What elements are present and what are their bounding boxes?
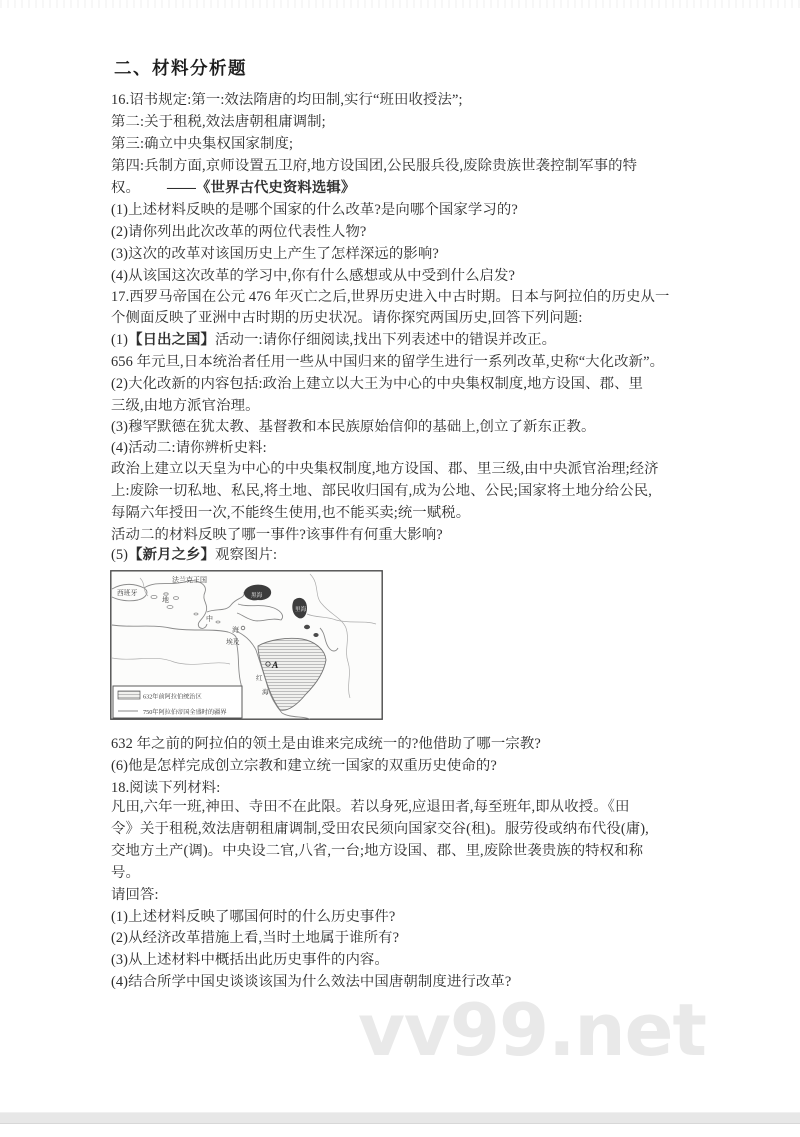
label-mediterranean-2: 中 — [206, 615, 213, 623]
q18-sub-4: (4)结合所学中国史谈谈该国为什么效法中国唐朝制度进行改革? — [111, 974, 512, 990]
q18-material-line4: 号。 — [111, 865, 140, 881]
arab-empire-map-figure — [110, 570, 383, 720]
scan-edge-texture — [0, 0, 800, 8]
label-mediterranean-3: 海 — [232, 626, 239, 634]
q18-sub-1: (1)上述材料反映了哪国何时的什么历史事件? — [111, 909, 396, 925]
q17-sub-6: (6)他是怎样完成创立宗教和建立统一国家的双重历史使命的? — [111, 758, 497, 774]
q17-a1-num: (1) — [111, 332, 129, 348]
page-break-bar — [0, 1112, 800, 1124]
arab-empire-map — [110, 570, 383, 720]
q17-a1-tag: 【日出之国】 — [128, 332, 216, 348]
section-heading: 二、材料分析题 — [114, 58, 247, 78]
label-red-sea-1: 红 — [256, 675, 263, 682]
label-black-sea: 黑海 — [251, 593, 263, 599]
label-frank-kingdom: 法兰克王国 — [172, 576, 207, 584]
q18-title: 18.阅读下列材料: — [111, 780, 221, 796]
q16-sub-1: (1)上述材料反映的是哪个国家的什么改革?是向哪个国家学习的? — [111, 202, 518, 218]
q18-material-line3: 交地方土产(调)。中央设二官,八省,一台;地方设国、郡、里,废除世袭贵族的特权和称 — [111, 843, 644, 859]
q17-632-question: 632 年之前的阿拉伯的领土是由谁来完成统一的?他借助了哪一宗教? — [111, 736, 541, 752]
q18-material-line1: 凡田,六年一班,神田、寺田不在此限。若以身死,应退田者,每至班年,即从收授。《田 — [111, 799, 630, 815]
q16-source-line — [111, 178, 355, 198]
legend-entry-1: 632年前阿拉伯统治区 — [143, 693, 202, 701]
q17-material-question: 活动二的材料反映了哪一事件?该事件有何重大影响? — [111, 527, 443, 543]
q17-material-line1: 政治上建立以天皇为中心的中央集权制度,地方设国、郡、里三级,由中央派官治理;经济 — [111, 461, 659, 477]
q17-a5-num: (5) — [111, 547, 129, 563]
q17-content3-line: (3)穆罕默德在犹太教、基督教和本民族原始信仰的基础上,创立了新东正教。 — [111, 419, 596, 435]
q17-material-line3: 每隔六年授田一次,不能终生使用,也不能买卖;统一赋税。 — [111, 505, 471, 521]
q16-line-5-end: 权。 — [111, 180, 140, 196]
q17-a5-text: 观察图片: — [215, 547, 278, 563]
q17-content4-line: (4)活动二:请你辨析史料: — [111, 440, 267, 456]
q17-activity5-line — [111, 545, 277, 565]
q18-sub-2: (2)从经济改革措施上看,当时土地属于谁所有? — [111, 930, 400, 946]
label-caspian-sea: 里海 — [295, 607, 307, 613]
q16-line-1: 16.诏书规定:第一:效法隋唐的均田制,实行“班田收授法”; — [111, 92, 463, 108]
q17-intro-1: 17.西罗马帝国在公元 476 年灭亡之后,世界历史进入中古时期。日本与阿拉伯的历史从一 — [111, 289, 670, 305]
q16-sub-2: (2)请你列出此次改革的两位代表性人物? — [111, 224, 367, 240]
q17-material-line2: 上:废除一切私地、私民,将土地、部民收归国有,成为公地、公民;国家将土地分给公民, — [111, 483, 652, 499]
q16-sub-4: (4)从该国这次改革的学习中,你有什么感想或从中受到什么启发? — [111, 268, 516, 284]
q16-sub-3: (3)这次的改革对该国历史上产生了怎样深远的影响? — [111, 246, 439, 262]
q16-line-4: 第四:兵制方面,京师设置五卫府,地方设国团,公民服兵役,废除贵族世袭控制军事的特 — [111, 158, 638, 174]
watermark: vv99.net — [358, 988, 706, 1072]
q17-activity1-line — [111, 330, 556, 350]
q17-a1-text: 活动一:请你仔细阅读,找出下列表述中的错误并改正。 — [215, 332, 557, 348]
map-legend — [113, 686, 242, 718]
label-mediterranean-1: 地 — [162, 596, 169, 604]
q18-material-line2: 令》关于租税,效法唐朝租庸调制,受田农民须向国家交谷(租)。服劳役或纳布代役(庸), — [111, 821, 649, 837]
label-spain: 西班牙 — [117, 590, 138, 597]
q17-content2-line2: 三级,由地方派官治理。 — [111, 398, 260, 414]
legend-entry-2: 750年阿拉伯帝国全盛时的疆界 — [143, 708, 227, 716]
q16-line-2: 第二:关于租税,效法唐朝租庸调制; — [111, 114, 326, 130]
legend-hatch-swatch — [118, 691, 140, 699]
q16-source-citation: ——《世界古代史资料选辑》 — [166, 180, 356, 196]
label-point-a: A — [272, 661, 279, 671]
q18-sub-3: (3)从上述材料中概括出此历史事件的内容。 — [111, 952, 389, 968]
q17-content2-line1: (2)大化改新的内容包括:政治上建立以大王为中心的中央集权制度,地方设国、郡、里 — [111, 376, 644, 392]
q16-line-3: 第三:确立中央集权国家制度; — [111, 136, 294, 152]
q17-a5-tag: 【新月之乡】 — [128, 547, 216, 563]
q17-656-line: 656 年元旦,日本统治者任用一些从中国归来的留学生进行一系列改革,史称“大化改新”。 — [111, 354, 665, 370]
q17-intro-2: 个侧面反映了亚洲中古时期的历史状况。请你探究两国历史,回答下列问题: — [111, 310, 583, 326]
q18-ask: 请回答: — [111, 887, 159, 903]
label-egypt: 埃及 — [226, 639, 240, 646]
label-red-sea-2: 海 — [262, 689, 269, 696]
